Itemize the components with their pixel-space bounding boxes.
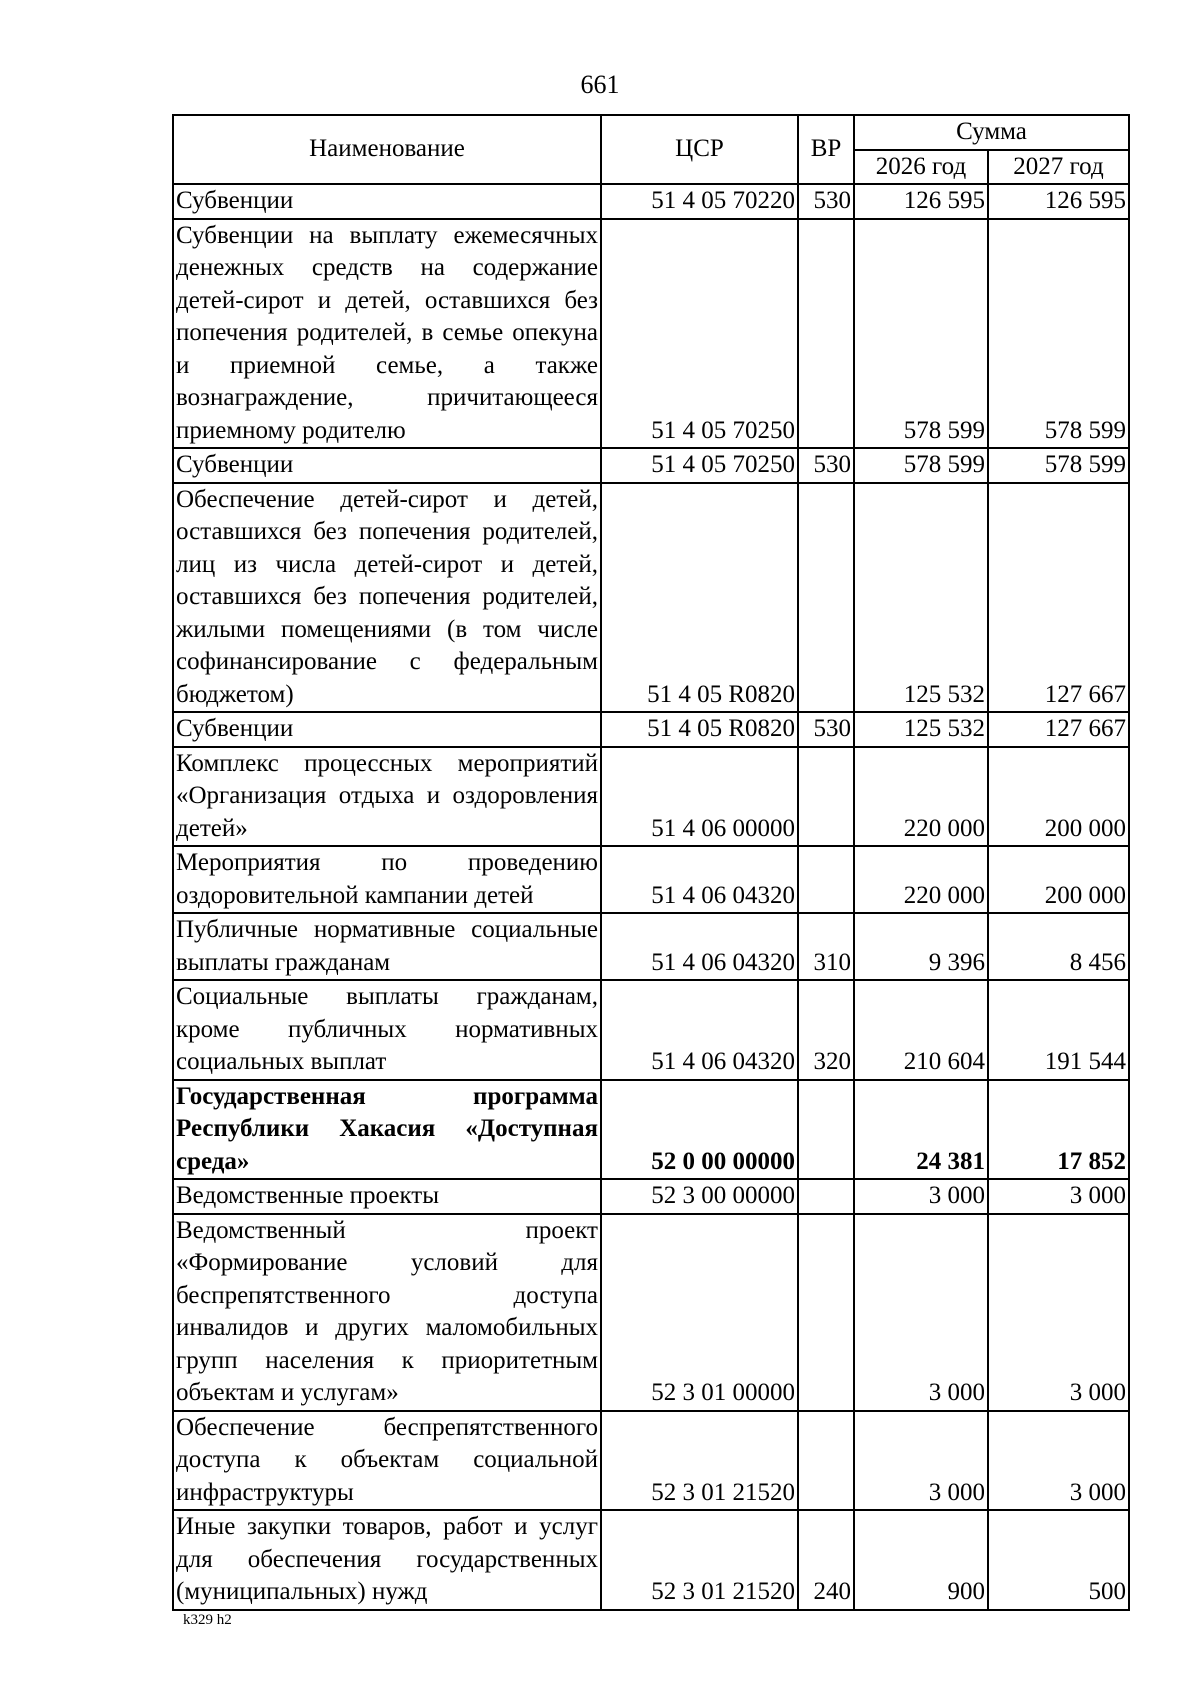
cell-2026: 126 595 [854, 184, 988, 219]
cell-csr: 52 0 00 00000 [601, 1080, 798, 1180]
table-row [173, 747, 1129, 847]
cell-name: Публичные нормативные социальные выплаты гражданам [173, 913, 601, 980]
cell-2026: 125 532 [854, 483, 988, 713]
cell-2027: 126 595 [988, 184, 1129, 219]
cell-name: Социальные выплаты гражданам, кроме публичных нормативных социальных выплат [173, 980, 601, 1080]
cell-csr: 52 3 01 00000 [601, 1214, 798, 1411]
cell-csr: 51 4 05 R0820 [601, 483, 798, 713]
cell-vr: 310 [798, 913, 854, 980]
cell-csr: 51 4 06 04320 [601, 846, 798, 913]
cell-2027: 3 000 [988, 1179, 1129, 1214]
cell-name: Субвенции [173, 448, 601, 483]
cell-2026: 578 599 [854, 219, 988, 449]
table-row [173, 219, 1129, 449]
cell-2026: 220 000 [854, 747, 988, 847]
table-row [173, 1179, 1129, 1214]
cell-name: Иные закупки товаров, работ и услуг для обеспечения государственных (муниципальных) нужд [173, 1510, 601, 1610]
cell-csr: 51 4 06 00000 [601, 747, 798, 847]
cell-csr: 51 4 05 R0820 [601, 712, 798, 747]
table-row [173, 1214, 1129, 1411]
cell-vr [798, 1179, 854, 1214]
cell-vr: 240 [798, 1510, 854, 1610]
cell-name: Обеспечение детей-сирот и детей, оставшихся без попечения родителей, лиц из числа детей-сирот и детей, оставшихся без попечения родителей, жилыми помещениями (в том числе софинансирование с федеральным бюджетом) [173, 483, 601, 713]
cell-2027: 17 852 [988, 1080, 1129, 1180]
header-name: Наименование [173, 115, 601, 184]
header-sum: Сумма [854, 115, 1129, 150]
cell-name: Субвенции на выплату ежемесячных денежных средств на содержание детей-сирот и детей, оставшихся без попечения родителей, в семье опекуна и приемной семье, а также вознаграждение, причитающееся приемному родителю [173, 219, 601, 449]
table-row [173, 712, 1129, 747]
cell-2026: 210 604 [854, 980, 988, 1080]
cell-2026: 3 000 [854, 1411, 988, 1511]
cell-2027: 8 456 [988, 913, 1129, 980]
cell-vr: 530 [798, 448, 854, 483]
cell-2026: 900 [854, 1510, 988, 1610]
table-row [173, 1080, 1129, 1180]
cell-vr: 530 [798, 712, 854, 747]
cell-2027: 127 667 [988, 712, 1129, 747]
cell-vr [798, 1214, 854, 1411]
cell-csr: 51 4 05 70220 [601, 184, 798, 219]
cell-csr: 51 4 05 70250 [601, 219, 798, 449]
cell-2027: 127 667 [988, 483, 1129, 713]
cell-vr [798, 483, 854, 713]
cell-name: Государственная программа Республики Хакасия «Доступная среда» [173, 1080, 601, 1180]
table-header [173, 115, 1129, 184]
cell-2026: 9 396 [854, 913, 988, 980]
cell-name: Комплекс процессных мероприятий «Организация отдыха и оздоровления детей» [173, 747, 601, 847]
header-year-2026: 2026 год [854, 150, 988, 185]
cell-name: Субвенции [173, 712, 601, 747]
cell-2026: 3 000 [854, 1179, 988, 1214]
header-year-2027: 2027 год [988, 150, 1129, 185]
cell-vr [798, 747, 854, 847]
cell-2027: 200 000 [988, 846, 1129, 913]
cell-2026: 24 381 [854, 1080, 988, 1180]
cell-2026: 3 000 [854, 1214, 988, 1411]
cell-2027: 578 599 [988, 448, 1129, 483]
cell-name: Мероприятия по проведению оздоровительной кампании детей [173, 846, 601, 913]
cell-2027: 191 544 [988, 980, 1129, 1080]
cell-2026: 578 599 [854, 448, 988, 483]
cell-name: Ведомственные проекты [173, 1179, 601, 1214]
cell-csr: 51 4 05 70250 [601, 448, 798, 483]
cell-csr: 51 4 06 04320 [601, 913, 798, 980]
table-body [173, 184, 1129, 1610]
footer-code: k329 h2 [183, 1612, 232, 1628]
table-row [173, 1411, 1129, 1511]
cell-vr [798, 1080, 854, 1180]
cell-name: Обеспечение беспрепятственного доступа к объектам социальной инфраструктуры [173, 1411, 601, 1511]
cell-csr: 52 3 01 21520 [601, 1510, 798, 1610]
cell-2027: 578 599 [988, 219, 1129, 449]
table-row [173, 1510, 1129, 1610]
cell-name: Субвенции [173, 184, 601, 219]
table-row [173, 846, 1129, 913]
cell-csr: 52 3 00 00000 [601, 1179, 798, 1214]
cell-2027: 500 [988, 1510, 1129, 1610]
cell-vr: 320 [798, 980, 854, 1080]
cell-2026: 220 000 [854, 846, 988, 913]
cell-vr: 530 [798, 184, 854, 219]
table-row [173, 913, 1129, 980]
table-row [173, 980, 1129, 1080]
cell-2027: 200 000 [988, 747, 1129, 847]
table-row [173, 483, 1129, 713]
page-number: 661 [580, 70, 620, 99]
cell-vr [798, 219, 854, 449]
cell-csr: 52 3 01 21520 [601, 1411, 798, 1511]
cell-2026: 125 532 [854, 712, 988, 747]
cell-vr [798, 1411, 854, 1511]
header-vr: ВР [798, 115, 854, 184]
table-row [173, 184, 1129, 219]
table-row [173, 448, 1129, 483]
cell-vr [798, 846, 854, 913]
cell-csr: 51 4 06 04320 [601, 980, 798, 1080]
cell-name: Ведомственный проект «Формирование условий для беспрепятственного доступа инвалидов и других маломобильных групп населения к приоритетным объектам и услугам» [173, 1214, 601, 1411]
header-csr: ЦСР [601, 115, 798, 184]
budget-table [172, 114, 1130, 1611]
cell-2027: 3 000 [988, 1214, 1129, 1411]
cell-2027: 3 000 [988, 1411, 1129, 1511]
